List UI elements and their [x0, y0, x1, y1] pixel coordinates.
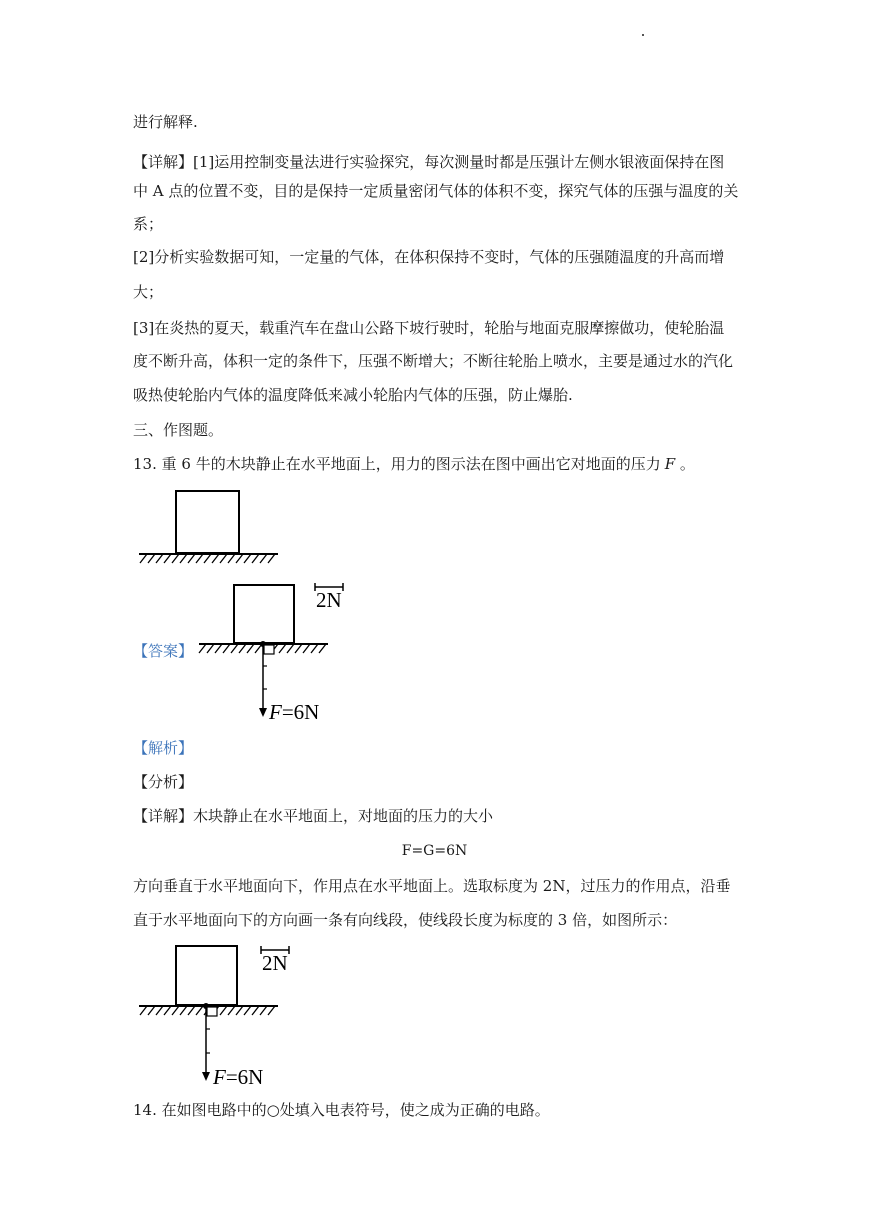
scale-label: 2N — [316, 588, 342, 612]
text-line-4: 系； — [133, 215, 164, 233]
formula: F=G=6N — [401, 843, 468, 859]
text-line-9: 吸热使轮胎内气体的温度降低来减小轮胎内气体的压强，防止爆胎. — [133, 386, 573, 404]
section-heading: 三、作图题。 — [133, 421, 224, 439]
answer-figure — [193, 578, 353, 724]
text-line-11: 直于水平地面向下的方向画一条有向线段，使线段长度为标度的 3 倍，如图所示： — [133, 911, 678, 929]
text-line-1: 进行解释. — [133, 113, 198, 131]
scale-label: 2N — [262, 951, 288, 975]
detail-text: 木块静止在水平地面上，对地面的压力的大小 — [193, 807, 494, 825]
question-figure — [135, 488, 283, 568]
question-13 — [133, 454, 695, 474]
block — [176, 491, 239, 553]
answer-label: 【答案】 — [133, 642, 194, 660]
fenxi-label: 【分析】 — [133, 773, 194, 791]
text-line-2: 【详解】[1]运用控制变量法进行实验探究，每次测量时都是压强计左侧水银液面保持在图 — [133, 153, 725, 171]
detail-label: 【详解】 — [133, 807, 194, 825]
block — [176, 946, 237, 1005]
force-label: F=6N — [213, 1065, 264, 1089]
text-line-6: 大； — [133, 283, 164, 301]
question-13-end: 。 — [675, 455, 695, 473]
force-label: F=6N — [269, 700, 320, 724]
detail-figure — [135, 941, 300, 1089]
analysis-label: 【解析】 — [133, 739, 194, 757]
page-dot — [642, 34, 644, 36]
right-angle-mark — [207, 1007, 217, 1016]
arrow-head — [202, 1072, 210, 1081]
text-line-3: 中 A 点的位置不变，目的是保持一定质量密闭气体的体积不变，探究气体的压强与温度的关 — [133, 182, 739, 200]
text-line-10: 方向垂直于水平地面向下，作用点在水平地面上。选取标度为 2N，过压力的作用点，沿垂 — [133, 877, 731, 895]
ground-hatch — [140, 554, 275, 563]
text-line-8: 度不断升高，体积一定的条件下，压强不断增大；不断往轮胎上喷水，主要是通过水的汽化 — [133, 352, 734, 370]
question-14: 14. 在如图电路中的○处填入电表符号，使之成为正确的电路。 — [133, 1101, 550, 1119]
block — [234, 585, 294, 643]
right-angle-mark — [264, 645, 274, 654]
question-13-var: F — [664, 455, 676, 473]
detail-line — [133, 806, 493, 826]
arrow-head — [259, 708, 267, 717]
question-13-text: 13. 重 6 牛的木块静止在水平地面上，用力的图示法在图中画出它对地面的压力 — [133, 455, 661, 473]
text-line-7: [3]在炎热的夏天，载重汽车在盘山公路下坡行驶时，轮胎与地面克服摩擦做功，使轮胎温 — [133, 319, 725, 337]
text-line-5: [2]分析实验数据可知，一定量的气体，在体积保持不变时，气体的压强随温度的升高而增 — [133, 248, 725, 266]
